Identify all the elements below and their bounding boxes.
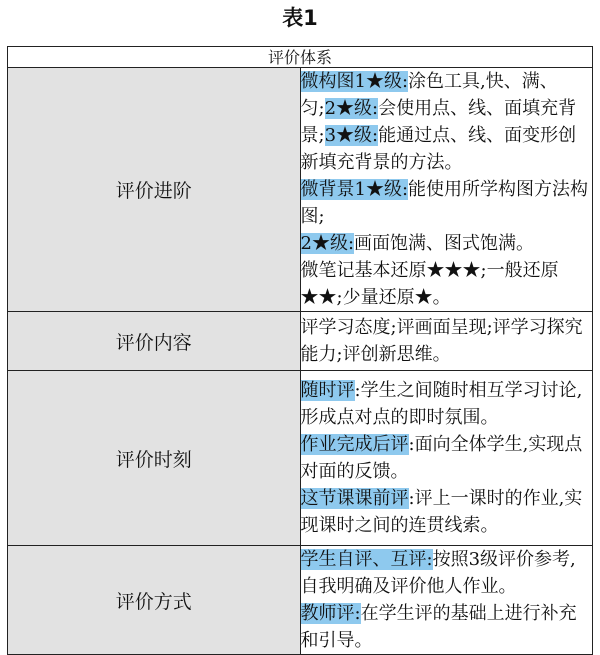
content-text: 评学习态度;评画面呈现;评学习探究能力;评创新思维。 — [300, 317, 583, 365]
table-header-row — [8, 47, 593, 68]
content-line — [301, 485, 593, 539]
row-content — [300, 68, 593, 312]
row-content — [300, 546, 593, 655]
content-line — [301, 546, 593, 600]
content-line — [301, 377, 593, 431]
row-label: 评价内容 — [8, 312, 301, 371]
content-line — [301, 431, 593, 485]
table-row — [8, 546, 593, 655]
row-label: 评价时刻 — [8, 371, 301, 546]
content-text: 能通过点、线、面变形创新填充背景的方法。 — [300, 125, 577, 173]
content-text: :评上一课时的作业,实现课时之间的连贯线索。 — [300, 488, 583, 536]
highlight-text: 教师评: — [300, 603, 361, 624]
table-row — [8, 371, 593, 546]
evaluation-table — [7, 46, 593, 655]
table-row — [8, 68, 593, 312]
content-line — [301, 600, 593, 654]
content-text: 画面饱满、图式饱满。 — [354, 233, 535, 254]
content-text: :学生之间随时相互学习讨论,形成点对点的即时氛围。 — [300, 380, 583, 428]
content-text: :面向全体学生,实现点对面的反馈。 — [300, 434, 583, 482]
content-text: 能使用所学构图方法构图; — [300, 179, 589, 227]
content-line — [301, 230, 593, 257]
content-text: 在学生评的基础上进行补充和引导。 — [300, 603, 577, 651]
highlight-text: 微背景1★级: — [300, 179, 409, 200]
row-label: 评价进阶 — [8, 68, 301, 312]
highlight-text: 随时评 — [300, 380, 355, 401]
row-content — [300, 312, 593, 371]
row-label: 评价方式 — [8, 546, 301, 655]
content-text: 会使用点、线、面填充背景; — [300, 98, 577, 146]
highlight-text: 这节课课前评 — [300, 488, 409, 509]
content-text: 微笔记基本还原★★★;一般还原★★;少量还原★。 — [300, 260, 559, 308]
table-row — [8, 312, 593, 371]
table-header: 评价体系 — [8, 47, 593, 68]
highlight-text: 学生自评、互评: — [300, 549, 433, 570]
highlight-text: 作业完成后评 — [300, 434, 409, 455]
highlight-text: 3★级: — [324, 125, 379, 146]
highlight-text: 2★级: — [324, 98, 379, 119]
content-text: 涂色工具,快、满、匀; — [300, 71, 558, 119]
highlight-text: 微构图1★级: — [300, 71, 409, 92]
row-content — [300, 371, 593, 546]
highlight-text: 2★级: — [300, 233, 355, 254]
content-text: 按照3级评价参考,自我明确及评价他人作业。 — [300, 549, 576, 597]
table-caption: 表1 — [282, 6, 318, 30]
content-line — [301, 257, 593, 311]
content-line — [301, 176, 593, 230]
